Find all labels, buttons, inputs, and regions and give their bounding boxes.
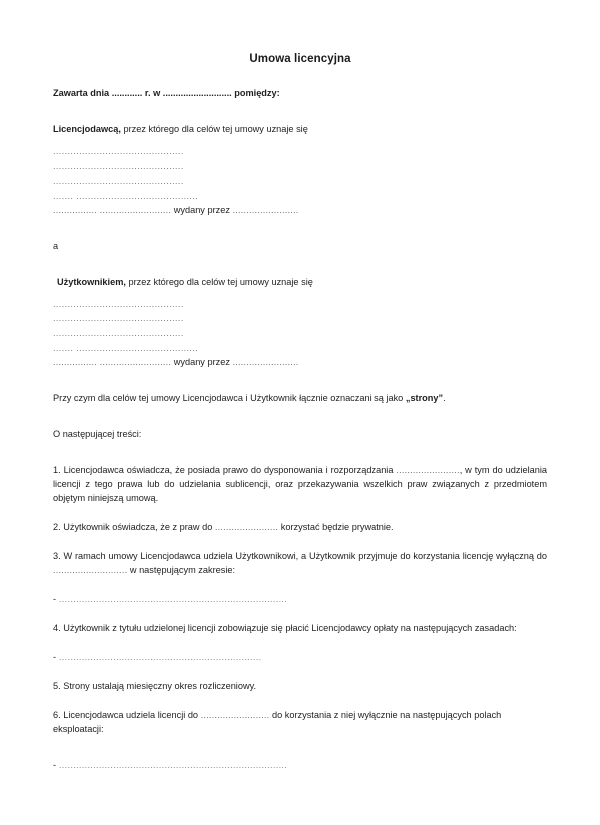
clause-2 bbox=[53, 521, 547, 535]
parties-note-quoted: „strony” bbox=[405, 393, 444, 404]
clause-1-part1: 1. Licencjodawca oświadcza, że posiada prawo do dysponowania i rozporządzania bbox=[53, 465, 397, 476]
clause-1-blank: ....................... bbox=[396, 465, 460, 476]
clause-4 bbox=[53, 622, 547, 636]
clause-3-part2: w następującym zakresie: bbox=[127, 565, 236, 576]
spacer bbox=[53, 442, 547, 464]
clause-1-part2: , w tym do udzielania licencji z tego prawa lub do udzielania sublicencji, oraz przekazywania wszelkich praw związanych z przedmiotem objętym niniejszą umową. bbox=[53, 465, 547, 504]
issued-blank-2: .......................... bbox=[99, 357, 172, 368]
licensor-blank-line: ............................................. bbox=[53, 145, 184, 156]
spacer bbox=[53, 737, 547, 759]
parties-note bbox=[53, 392, 547, 406]
user-issued-line bbox=[53, 356, 547, 370]
spacer bbox=[53, 535, 547, 550]
licensor-blank-line: ............................................. bbox=[53, 175, 184, 186]
spacer bbox=[53, 665, 547, 680]
clause-2-part2: korzystać będzie prywatnie. bbox=[278, 522, 394, 533]
clause-6-blank: ......................... bbox=[200, 709, 270, 720]
bullet-dash: - bbox=[53, 759, 57, 770]
spacer bbox=[53, 254, 547, 276]
spacer bbox=[53, 578, 547, 593]
licensor-blank-line: ....... .......................................... bbox=[53, 190, 199, 201]
issued-label: wydany przez bbox=[173, 357, 230, 368]
clause-2-blank: ....................... bbox=[214, 522, 279, 533]
conjunction-a: a bbox=[53, 240, 59, 251]
user-role-label: Użytkownikiem, bbox=[57, 276, 126, 287]
issued-blank-2: .......................... bbox=[99, 204, 172, 215]
parties-note-suffix: . bbox=[443, 393, 446, 404]
issued-blank-1: ................ bbox=[53, 204, 98, 215]
parties-note-prefix: Przy czym dla celów tej umowy Licencjodawca i Użytkownik łącznie oznaczani są jako bbox=[53, 393, 406, 404]
clause-2-part1: 2. Użytkownik oświadcza, że z praw do bbox=[53, 522, 215, 533]
spacer bbox=[53, 290, 547, 297]
spacer bbox=[53, 137, 547, 144]
spacer bbox=[53, 694, 547, 709]
bullet-dash: - bbox=[53, 594, 57, 605]
issued-blank-3: ........................ bbox=[232, 204, 299, 215]
clause-6 bbox=[53, 709, 547, 737]
opening-line: Zawarta dnia ............ r. w ........................... pomiędzy: bbox=[53, 88, 280, 98]
clause-6-part2: do korzystania z niej wyłącznie na następujących polach eksploatacji: bbox=[53, 709, 502, 734]
bullet-blank-3 bbox=[53, 759, 547, 773]
content-intro: O następującej treści: bbox=[53, 429, 142, 440]
licensor-blank-line: ............................................. bbox=[53, 160, 184, 171]
user-role-line bbox=[53, 276, 547, 290]
clause-3-blank: ........................... bbox=[53, 565, 128, 576]
licensor-issued-line bbox=[53, 204, 547, 218]
licensor-role-text: przez którego dla celów tej umowy uznaje się bbox=[120, 123, 308, 134]
spacer bbox=[53, 65, 547, 87]
licensor-role-line bbox=[53, 123, 547, 137]
clause-1 bbox=[53, 464, 547, 506]
user-blank-line: ............................................. bbox=[53, 298, 184, 309]
bullet-blank-2 bbox=[53, 651, 547, 665]
clause-4-part1: 4. Użytkownik z tytułu udzielonej licencji zobowiązuje się płacić Licencjodawcy opłaty na następujących zasadach: bbox=[53, 622, 517, 633]
spacer bbox=[53, 370, 547, 392]
bullet-dash: - bbox=[53, 651, 57, 662]
clause-3-part1: 3. W ramach umowy Licencjodawca udziela Użytkownikowi, a Użytkownik przyjmuje do korzystania licencję wyłączną do bbox=[53, 551, 547, 562]
spacer bbox=[53, 406, 547, 428]
bullet-dots: ................................................................................ bbox=[56, 759, 288, 770]
spacer bbox=[53, 101, 547, 123]
clause-5-part1: 5. Strony ustalają miesięczny okres rozliczeniowy. bbox=[53, 680, 257, 691]
user-role-text: przez którego dla celów tej umowy uznaje się bbox=[125, 276, 313, 287]
clause-6-part1: 6. Licencjodawca udziela licencji do bbox=[53, 709, 201, 720]
bullet-dots: ................................................................................ bbox=[56, 594, 288, 605]
issued-label: wydany przez bbox=[173, 204, 230, 215]
spacer bbox=[53, 607, 547, 622]
bullet-blank-1 bbox=[53, 593, 547, 607]
spacer bbox=[53, 218, 547, 240]
user-blank-line: ............................................. bbox=[53, 313, 184, 324]
clause-3 bbox=[53, 550, 547, 578]
licensor-role-label: Licencjodawcą, bbox=[53, 123, 121, 134]
issued-blank-3: ........................ bbox=[232, 357, 299, 368]
spacer bbox=[53, 506, 547, 521]
issued-blank-1: ................ bbox=[53, 357, 98, 368]
bullet-dots: ....................................................................... bbox=[56, 651, 262, 662]
page-title: Umowa licencyjna bbox=[249, 53, 351, 65]
spacer bbox=[53, 636, 547, 651]
clause-5 bbox=[53, 680, 547, 694]
user-blank-line: ............................................. bbox=[53, 328, 184, 339]
user-blank-line: ....... .......................................... bbox=[53, 343, 199, 354]
